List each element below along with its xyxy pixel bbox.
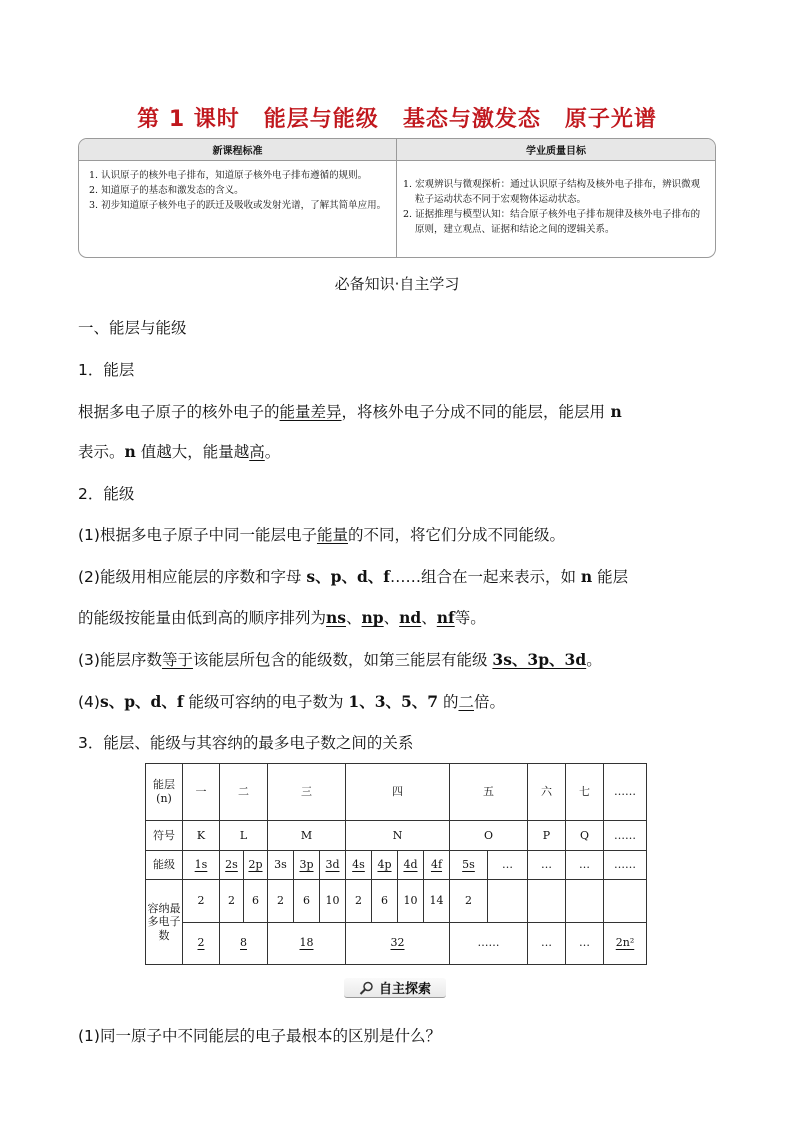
table-cell: 2 [220, 880, 244, 922]
standards-header [79, 139, 715, 161]
level-letters: s、p、d、f [306, 567, 390, 586]
table-row-levels [146, 850, 647, 880]
table-cell: 3d [320, 850, 346, 880]
table-cell: 3s [268, 850, 294, 880]
table-cell: 2s [220, 850, 244, 880]
text: 。 [586, 651, 602, 669]
quality-goal-list [397, 161, 715, 258]
table-cell: 8 [220, 922, 268, 964]
label: 多电子 [147, 915, 181, 929]
heading-relation: 3．能层、能级与其容纳的最多电子数之间的关系 [78, 734, 414, 752]
table-cell: 18 [268, 922, 346, 964]
heading-energy-layer: 1．能层 [78, 361, 135, 379]
label: 能层 [153, 778, 175, 792]
table-cell: … [488, 850, 528, 880]
blank-answer: 等于 [161, 651, 193, 669]
table-row-layers [146, 764, 647, 821]
table-cell: N [346, 821, 450, 851]
paragraph-4 [78, 690, 728, 712]
table-cell: 6 [244, 880, 268, 922]
blank-answer: nf [436, 608, 455, 627]
table-cell: L [220, 821, 268, 851]
text: 表示。 [78, 443, 125, 461]
heading-energy-level: 2．能级 [78, 485, 135, 503]
table-cell: …… [604, 764, 647, 821]
goal-item: 2. 证据推理与模型认知：结合原子核外电子排布规律及核外电子排布的原则，建立观点、证据和结论之间的逻辑关系。 [403, 209, 701, 235]
label: (n) [156, 792, 172, 806]
lesson-number: 第 1 课时 [137, 107, 240, 132]
text: 根据多电子原子的核外电子的 [78, 403, 280, 421]
table-cell: 5s [450, 850, 488, 880]
new-curriculum-header: 新课程标准 [79, 139, 397, 160]
table-cell: 4d [398, 850, 424, 880]
label: 容纳最 [147, 901, 181, 915]
symbol-n: n [580, 567, 593, 586]
heading-energy-layers-levels: 一、能层与能级 [78, 319, 187, 337]
table-cell: 4f [424, 850, 450, 880]
table-cell-empty [528, 880, 566, 922]
table-cell: O [450, 821, 528, 851]
symbol-n: n [605, 402, 622, 421]
text: 的能级按能量由低到高的顺序排列为 [78, 609, 327, 627]
blank-answer: 能量差异 [279, 403, 342, 421]
table-cell: 3p [294, 850, 320, 880]
paragraph-1 [78, 523, 728, 545]
table-cell: M [268, 821, 346, 851]
text: 、 [383, 609, 400, 627]
table-cell: 六 [528, 764, 566, 821]
table-cell: 四 [346, 764, 450, 821]
table-cell: …… [604, 850, 647, 880]
paragraph-3 [78, 648, 728, 670]
self-explore-label: 自主探索 [378, 982, 431, 997]
blank-answer: 高 [249, 443, 265, 461]
table-cell-empty [604, 880, 647, 922]
table-cell: … [528, 850, 566, 880]
table-cell: 2 [450, 880, 488, 922]
table-cell: 2 [183, 922, 220, 964]
curriculum-item: 1. 认识原子的核外电子排布，知道原子核外电子排布遵循的规则。 [89, 170, 368, 181]
table-cell: K [183, 821, 220, 851]
text: (4) [78, 693, 100, 711]
standards-box [78, 138, 716, 258]
table-row-capacity [146, 880, 647, 922]
table-cell: Q [566, 821, 604, 851]
text: 、 [421, 609, 437, 627]
row-label: 能级 [146, 850, 183, 880]
blank-answer: 能量 [316, 526, 348, 544]
section-title: 必备知识·自主学习 [334, 275, 460, 293]
title-part-energy-level: 能层与能级 [263, 107, 379, 132]
lesson-title [0, 102, 794, 133]
capacity-table [145, 763, 647, 965]
table-cell: 10 [398, 880, 424, 922]
question-1: (1)同一原子中不同能层的电子最根本的区别是什么？ [78, 1027, 441, 1045]
table-cell: …… [604, 821, 647, 851]
text: 能级可容纳的电子数为 [183, 693, 349, 711]
table-row-symbols [146, 821, 647, 851]
standards-body [79, 161, 715, 258]
text: 。 [264, 443, 281, 461]
blank-answer: 3s、3p、3d [492, 650, 587, 669]
table-cell: 14 [424, 880, 450, 922]
text: 的不同，将它们分成不同能级。 [347, 526, 565, 544]
text: 值越大，能量越 [135, 443, 250, 461]
table-cell: … [566, 850, 604, 880]
row-label: 符号 [146, 821, 183, 851]
title-part-ground-state: 基态与激发态 [402, 107, 541, 132]
table-cell: 2 [183, 880, 220, 922]
text: (2)能级用相应能层的序数和字母 [78, 568, 307, 586]
quality-goal-header: 学业质量目标 [526, 146, 586, 157]
label: 数 [158, 929, 170, 942]
symbol-n: n [124, 442, 136, 461]
table-cell: 2n² [604, 922, 647, 964]
blank-answer: ns [326, 608, 347, 627]
text: ……组合在一起来表示，如 [389, 568, 581, 586]
blank-answer: 二 [458, 693, 474, 711]
table-cell: 6 [294, 880, 320, 922]
text: 的 [438, 693, 459, 711]
paragraph-layer-line2 [78, 440, 728, 462]
table-cell: 一 [183, 764, 220, 821]
text: 倍。 [474, 693, 506, 711]
row-label [146, 880, 183, 965]
self-explore-banner [344, 978, 446, 998]
row-label [146, 764, 183, 821]
table-cell: 2 [346, 880, 372, 922]
curriculum-item: 2. 知道原子的基态和激发态的含义。 [89, 185, 244, 196]
text: 能层 [592, 568, 629, 586]
text: 等。 [454, 609, 486, 627]
curriculum-item: 3. 初步知道原子核外电子的跃迁及吸收或发射光谱，了解其简单应用。 [89, 200, 387, 211]
table-cell: 10 [320, 880, 346, 922]
table-cell: …… [450, 922, 528, 964]
magnifier-icon [359, 981, 375, 995]
table-cell: … [566, 922, 604, 964]
table-cell: 五 [450, 764, 528, 821]
text: ，将核外电子分成不同的能层，能层用 [341, 403, 606, 421]
table-cell: 1s [183, 850, 220, 880]
blank-answer: nd [399, 608, 422, 627]
text: (1)根据多电子原子中同一能层电子 [78, 526, 317, 544]
table-cell: 2 [268, 880, 294, 922]
table-cell: 4s [346, 850, 372, 880]
goal-item: 1. 宏观辨识与微观探析：通过认识原子结构及核外电子排布，辨识微观粒子运动状态不同于宏观物体运动状态。 [403, 179, 701, 205]
table-cell: 2p [244, 850, 268, 880]
numbers: 1、3、5、7 [348, 692, 439, 711]
blank-answer: np [361, 608, 384, 627]
level-letters: s、p、d、f [99, 692, 184, 711]
table-cell: P [528, 821, 566, 851]
paragraph-2-line2 [78, 606, 728, 628]
table-cell: 32 [346, 922, 450, 964]
new-curriculum-list [79, 161, 397, 258]
text: 该能层所包含的能级数，如第三能层有能级 [192, 651, 493, 669]
text: 、 [346, 609, 362, 627]
text: (3)能层序数 [78, 651, 162, 669]
paragraph-2-line1 [78, 565, 728, 587]
table-cell-empty [566, 880, 604, 922]
table-cell: 二 [220, 764, 268, 821]
table-cell: 4p [372, 850, 398, 880]
table-cell: 6 [372, 880, 398, 922]
table-cell: 三 [268, 764, 346, 821]
table-cell: … [528, 922, 566, 964]
title-part-atomic-spectrum: 原子光谱 [564, 107, 657, 132]
paragraph-layer-line1 [78, 400, 728, 422]
table-cell: 七 [566, 764, 604, 821]
table-cell-empty [488, 880, 528, 922]
table-row-totals [146, 922, 647, 964]
